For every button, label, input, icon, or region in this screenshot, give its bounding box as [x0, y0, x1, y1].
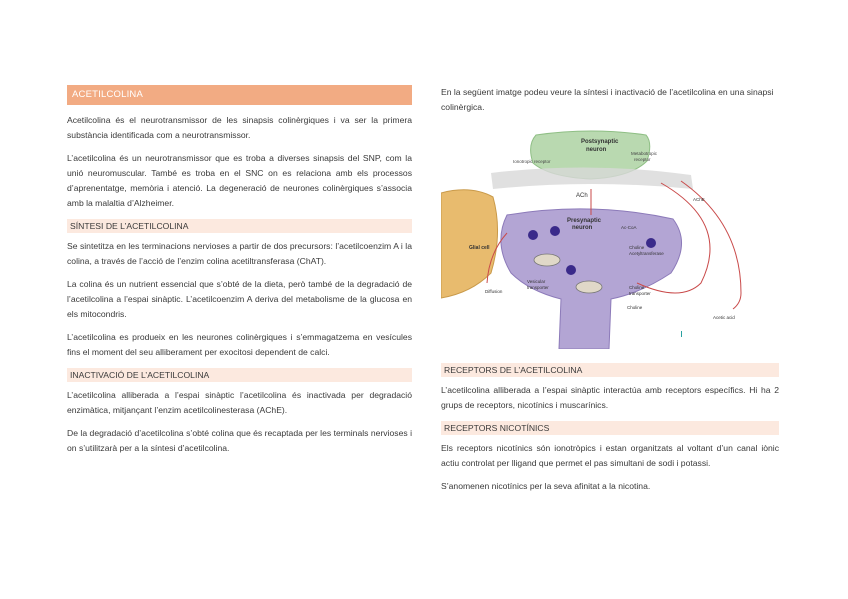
intro-paragraph: Acetilcolina és el neurotransmissor de les sinapsis colinèrgiques i va ser la primera substància identificada com a neurotransmissor. [67, 115, 412, 140]
choline-acetyl-label: Choline [629, 245, 645, 250]
vesicle [550, 226, 560, 236]
nicotinic-heading: RECEPTORS NICOTÍNICS [441, 421, 779, 435]
synapse-diagram [441, 123, 779, 349]
metabotropic-label: receptor [634, 157, 651, 162]
left-column [67, 85, 412, 464]
ache-label: AChE [693, 197, 705, 202]
synthesis-paragraph: L’acetilcolina es produeix en les neurones colinèrgiques i s’emmagatzema en vesícules fins el moment del seu alliberament per exocitosi dependent de calci. [67, 332, 412, 357]
receptor-zone [491, 167, 693, 189]
presynaptic-label: Presynaptic [567, 218, 602, 224]
section-title: ACETILCOLINA [67, 85, 412, 105]
synapse-figure [441, 123, 779, 349]
postsynaptic-label: neuron [586, 147, 607, 153]
acetic-label: Acetic acid [713, 315, 735, 320]
figure-intro: En la següent imatge podeu veure la síntesi i inactivació de l’acetilcolina en una sinapsi colinèrgica. [441, 87, 774, 112]
receptors-heading: RECEPTORS DE L’ACETILCOLINA [441, 363, 779, 377]
nicotinic-paragraph: S’anomenen nicotínics per la seva afinitat a la nicotina. [441, 481, 651, 491]
synthesis-paragraph: Se sintetitza en les terminacions nervioses a partir de dos precursors: l’acetilcoenzim A i la colina, a través de l’acció de l’enzim colina acetiltransferasa (ChAT). [67, 241, 412, 266]
postsynaptic-label: Postsynaptic [581, 139, 619, 145]
ach-label: ACh [576, 193, 588, 199]
glial-label: Glial cell [469, 245, 490, 251]
vesicle [566, 265, 576, 275]
synthesis-heading: SÍNTESI DE L’ACETILCOLINA [67, 219, 412, 233]
vesicular-label: transporter [527, 285, 549, 290]
inactivation-paragraph: De la degradació d’acetilcolina s’obté colina que és recaptada per les terminals nervioses i on s’utilitzarà per a la síntesi d’acetilcolina. [67, 428, 412, 453]
mitochondrion [534, 254, 560, 266]
choline-transporter-label: Choline [629, 285, 645, 290]
intro-paragraph: L’acetilcolina és un neurotransmissor que es troba a diverses sinapsis del SNP, com la unió neuromuscular. També es troba en el SNC on es relaciona amb els processos d’aprenentatge, memòria i atenció. La degeneració de neurones colinèrgiques s’associa amb la malaltia d’Alzheimer. [67, 153, 412, 208]
nicotinic-paragraph: Els receptors nicotínics són ionotròpics i estan organitzats al voltant d’un canal iònic actiu controlat per lligand que permet el pas simultani de sodi i potassi. [441, 443, 779, 468]
receptors-paragraph: L’acetilcolina alliberada a l’espai sinàptic interactúa amb receptors específics. Hi ha 2 grups de receptors, nicotínics i muscarínics. [441, 385, 779, 410]
glial-cell-shape [441, 190, 498, 298]
vesicle [646, 238, 656, 248]
choline-acetyl-label: Acetyltransferase [629, 251, 664, 256]
right-column [441, 85, 779, 502]
diffusion-label: Diffusion [485, 289, 503, 294]
ionotropic-label: Ionotropic receptor [513, 159, 551, 164]
vesicular-label: Vesicular [527, 279, 546, 284]
choline-transporter-label: transporter [629, 291, 651, 296]
choline-label: Choline [627, 305, 643, 310]
synthesis-paragraph: La colina és un nutrient essencial que s’obté de la dieta, però també de la degradació de l’acetilcolina a l’espai sinàptic. L’acetilcoenzim A deriva del metabolisme de la glucosa en els mitocondris. [67, 279, 412, 319]
presynaptic-label: neuron [572, 225, 593, 231]
mitochondrion [576, 281, 602, 293]
accoa-label: Ac-CoA [621, 225, 637, 230]
metabotropic-label: Metabotropic [631, 151, 658, 156]
figure-mark [681, 331, 682, 337]
inactivation-heading: INACTIVACIÓ DE L’ACETILCOLINA [67, 368, 412, 382]
inactivation-paragraph: L’acetilcolina alliberada a l’espai sinàptic l’acetilcolina és inactivada per degradació enzimàtica, mitjançant l’enzim acetilcolinesterasa (AChE). [67, 390, 412, 415]
vesicle [528, 230, 538, 240]
